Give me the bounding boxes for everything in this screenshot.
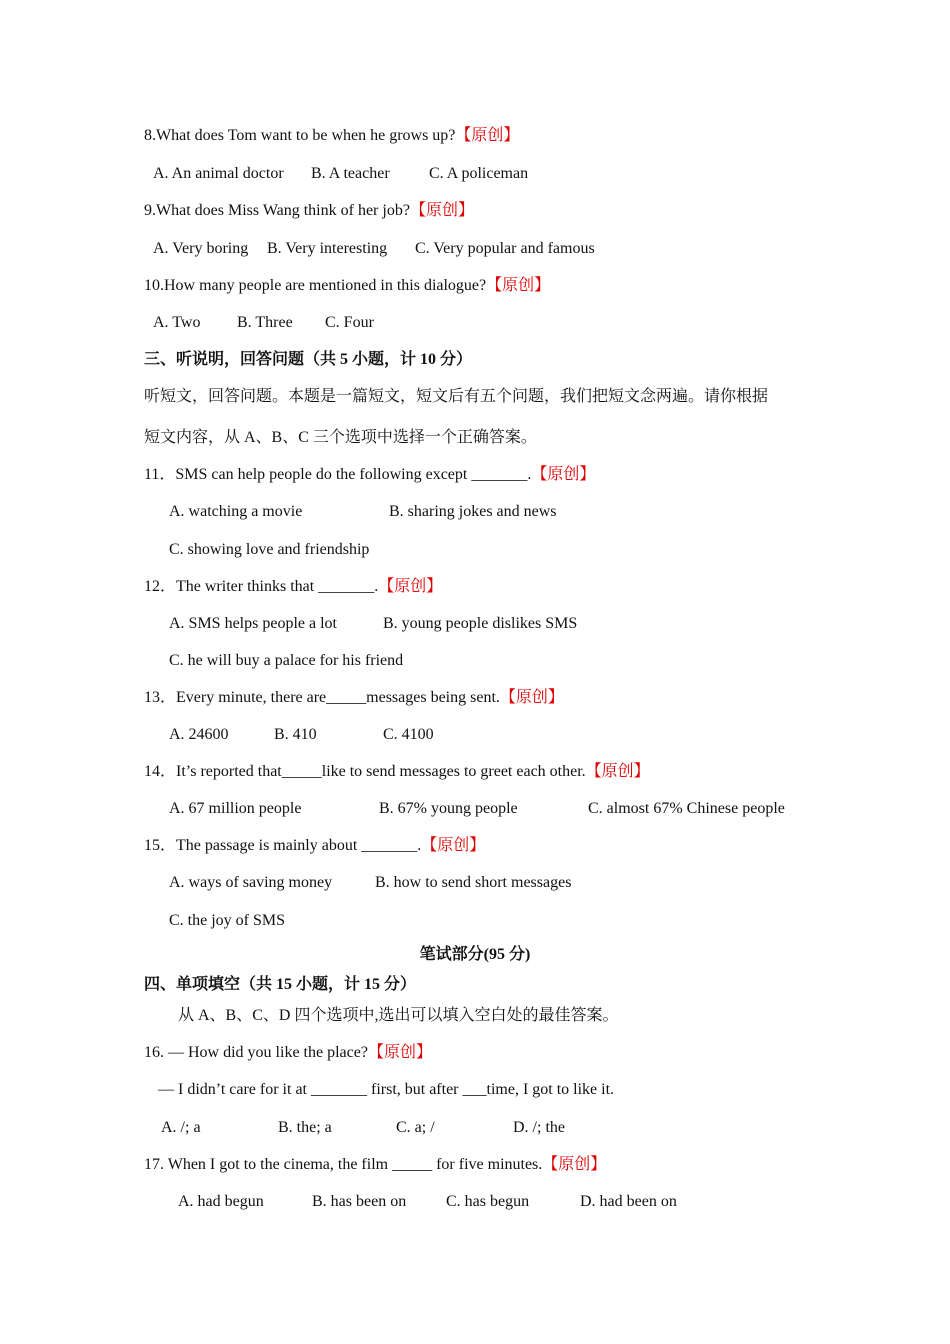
option-c: C. a; / (396, 1119, 435, 1136)
question-11 (144, 465, 595, 485)
section-3-instruction: 听短文，回答问题。本题是一篇短文，短文后有五个问题，我们把短文念两遍。请你根据 (144, 388, 769, 405)
option-c: C. 4100 (383, 726, 434, 743)
option-a: A. SMS helps people a lot (169, 615, 337, 632)
option-c: C. almost 67% Chinese people (588, 800, 785, 817)
option-a: A. ways of saving money (169, 874, 333, 891)
option-b: B. how to send short messages (375, 874, 572, 891)
option-b: B. sharing jokes and news (389, 503, 557, 520)
option-b: B. Very interesting (267, 240, 388, 257)
section-3-instruction: 短文内容，从 A、B、C 三个选项中选择一个正确答案。 (144, 429, 537, 446)
question-text: 11．SMS can help people do the following except _______. (144, 466, 532, 483)
question-text: 12．The writer thinks that _______. (144, 578, 379, 595)
original-tag: 【原创】 (542, 1156, 607, 1173)
question-10 (144, 276, 550, 296)
option-c: C. he will buy a palace for his friend (169, 652, 404, 669)
option-b: B. 67% young people (379, 800, 518, 817)
question-16-reply: — I didn’t care for it at _______ first, but after ___time, I got to like it. (158, 1081, 615, 1098)
option-c: C. Four (325, 314, 374, 331)
section-4-heading: 四、单项填空（共 15 小题，计 15 分） (144, 976, 417, 993)
written-part-title: 笔试部分(95 分) (419, 946, 531, 963)
option-d: D. had been on (580, 1193, 677, 1210)
original-tag: 【原创】 (455, 127, 520, 144)
section-4-instruction: 从 A、B、C、D 四个选项中,选出可以填入空白处的最佳答案。 (178, 1007, 619, 1024)
question-8 (144, 126, 519, 146)
option-a: A. Very boring (153, 240, 249, 257)
option-a: A. 67 million people (169, 800, 302, 817)
option-b: B. Three (237, 314, 293, 331)
option-b: B. young people dislikes SMS (383, 615, 578, 632)
question-text: 16. — How did you like the place? (144, 1044, 368, 1061)
original-tag: 【原创】 (367, 1044, 432, 1061)
question-15 (144, 836, 485, 856)
original-tag: 【原创】 (486, 277, 551, 294)
option-c: C. has begun (446, 1193, 530, 1210)
question-9 (144, 201, 474, 221)
question-text: 10.How many people are mentioned in this dialogue? (144, 277, 487, 294)
original-tag: 【原创】 (421, 837, 486, 854)
original-tag: 【原创】 (531, 466, 596, 483)
question-text: 9.What does Miss Wang think of her job? (144, 202, 410, 219)
original-tag: 【原创】 (378, 578, 443, 595)
question-text: 13．Every minute, there are_____messages being sent. (144, 689, 500, 706)
option-b: B. the; a (278, 1119, 332, 1136)
question-17 (144, 1155, 606, 1175)
option-a: A. An animal doctor (153, 165, 284, 182)
option-c: C. Very popular and famous (415, 240, 595, 257)
option-c: C. showing love and friendship (169, 541, 370, 558)
option-b: B. 410 (274, 726, 317, 743)
original-tag: 【原创】 (409, 202, 474, 219)
question-text: 17. When I got to the cinema, the film _____ for five minutes. (144, 1156, 543, 1173)
question-14 (144, 762, 650, 782)
question-12 (144, 577, 442, 597)
original-tag: 【原创】 (585, 763, 650, 780)
question-16 (144, 1043, 432, 1063)
question-text: 15．The passage is mainly about _______. (144, 837, 422, 854)
option-a: A. Two (153, 314, 201, 331)
option-c: C. A policeman (429, 165, 529, 182)
option-b: B. has been on (312, 1193, 407, 1210)
option-d: D. /; the (513, 1119, 565, 1136)
option-a: A. had begun (178, 1193, 264, 1210)
option-a: A. /; a (161, 1119, 201, 1136)
section-3-heading: 三、听说明，回答问题（共 5 小题，计 10 分） (144, 351, 473, 368)
option-a: A. watching a movie (169, 503, 303, 520)
original-tag: 【原创】 (499, 689, 564, 706)
option-c: C. the joy of SMS (169, 912, 286, 929)
option-a: A. 24600 (169, 726, 229, 743)
question-13 (144, 688, 564, 708)
question-text: 14．It’s reported that_____like to send messages to greet each other. (144, 763, 586, 780)
question-text: 8.What does Tom want to be when he grows up? (144, 127, 456, 144)
option-b: B. A teacher (311, 165, 390, 182)
